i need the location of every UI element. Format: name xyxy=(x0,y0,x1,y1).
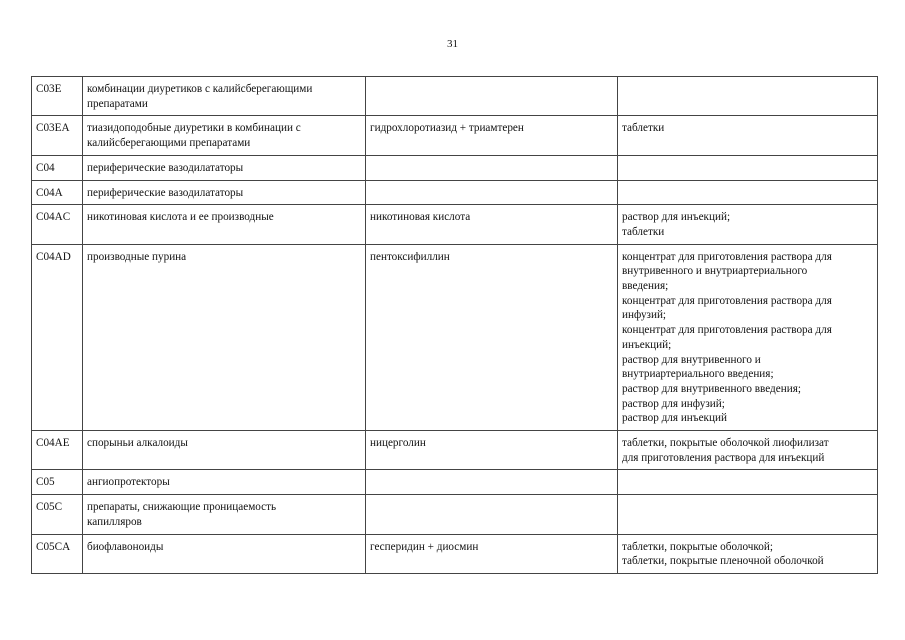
atc-group-name-cell-line: ангиопротекторы xyxy=(87,476,170,489)
atc-code-cell: C05CA xyxy=(32,534,83,573)
dosage-forms-cell-line: внутриартериального введения; xyxy=(622,368,774,381)
dosage-forms-cell-line: инъекций; xyxy=(622,338,672,351)
atc-code-cell: C03EA xyxy=(32,116,83,155)
atc-group-name-cell xyxy=(83,116,366,155)
active-substance-cell-line: ницерголин xyxy=(370,437,426,450)
atc-group-name-cell-line: препаратами xyxy=(87,97,148,110)
atc-group-name-cell-line: биофлавоноиды xyxy=(87,540,164,553)
table-row xyxy=(32,180,878,205)
dosage-forms-cell xyxy=(618,155,878,180)
atc-code-cell: C04AE xyxy=(32,431,83,470)
atc-group-name-cell xyxy=(83,431,366,470)
active-substance-cell-line: никотиновая кислота xyxy=(370,211,471,224)
atc-group-name-cell-line: периферические вазодилататоры xyxy=(87,186,244,199)
dosage-forms-cell-line: внутривенного и внутриартериального xyxy=(622,265,808,278)
atc-code-cell: C05 xyxy=(32,470,83,495)
atc-group-name-cell-line: тиазидоподобные диуретики в комбинации с xyxy=(87,122,301,135)
atc-group-name-cell-line: спорыньи алкалоиды xyxy=(87,437,188,450)
atc-group-name-cell-line: производные пурина xyxy=(87,250,187,263)
atc-group-name-cell-line: никотиновая кислота и ее производные xyxy=(87,211,274,224)
dosage-forms-cell-line: раствор для внутривенного и xyxy=(622,353,761,366)
atc-group-name-cell xyxy=(83,470,366,495)
atc-drug-table xyxy=(31,76,878,574)
active-substance-cell xyxy=(366,116,618,155)
atc-group-name-cell-line: периферические вазодилататоры xyxy=(87,161,244,174)
atc-group-name-cell-line: калийсберегающими препаратами xyxy=(87,137,251,150)
dosage-forms-cell-line: раствор для внутривенного введения; xyxy=(622,382,801,395)
dosage-forms-cell xyxy=(618,77,878,116)
active-substance-cell xyxy=(366,495,618,534)
dosage-forms-cell xyxy=(618,431,878,470)
table-row xyxy=(32,116,878,155)
table-row xyxy=(32,534,878,573)
table-row xyxy=(32,431,878,470)
atc-code-cell: C04A xyxy=(32,180,83,205)
dosage-forms-cell-line: концентрат для приготовления раствора для xyxy=(622,324,832,337)
dosage-forms-cell xyxy=(618,180,878,205)
active-substance-cell xyxy=(366,180,618,205)
atc-code-cell: C03E xyxy=(32,77,83,116)
active-substance-cell xyxy=(366,431,618,470)
dosage-forms-cell-line: таблетки, покрытые пленочной оболочкой xyxy=(622,555,824,568)
dosage-forms-cell xyxy=(618,470,878,495)
dosage-forms-cell-line: для приготовления раствора для инъекций xyxy=(622,451,825,464)
active-substance-cell-line: гидрохлоротиазид + триамтерен xyxy=(370,122,524,135)
dosage-forms-cell xyxy=(618,116,878,155)
dosage-forms-cell-line: введения; xyxy=(622,280,669,293)
dosage-forms-cell-line: таблетки, покрытые оболочкой; xyxy=(622,540,773,553)
table-row xyxy=(32,244,878,430)
dosage-forms-cell xyxy=(618,205,878,244)
dosage-forms-cell-line: таблетки xyxy=(622,225,665,238)
dosage-forms-cell-line: инфузий; xyxy=(622,309,667,322)
active-substance-cell xyxy=(366,155,618,180)
dosage-forms-cell-line: раствор для инъекций; xyxy=(622,211,731,224)
table-row xyxy=(32,470,878,495)
dosage-forms-cell-line: концентрат для приготовления раствора для xyxy=(622,250,832,263)
active-substance-cell xyxy=(366,470,618,495)
table-row xyxy=(32,155,878,180)
atc-code-cell: C04AD xyxy=(32,244,83,430)
atc-code-cell: C04AC xyxy=(32,205,83,244)
atc-code-cell: C05C xyxy=(32,495,83,534)
active-substance-cell xyxy=(366,77,618,116)
table-row xyxy=(32,495,878,534)
atc-code-cell: C04 xyxy=(32,155,83,180)
active-substance-cell xyxy=(366,205,618,244)
atc-group-name-cell-line: капилляров xyxy=(87,515,142,528)
active-substance-cell-line: пентоксифиллин xyxy=(370,250,450,263)
dosage-forms-cell-line: концентрат для приготовления раствора для xyxy=(622,294,832,307)
atc-group-name-cell xyxy=(83,77,366,116)
atc-group-name-cell xyxy=(83,205,366,244)
dosage-forms-cell-line: раствор для инъекций xyxy=(622,412,727,425)
atc-group-name-cell-line: препараты, снижающие проницаемость xyxy=(87,501,277,514)
dosage-forms-cell-line: раствор для инфузий; xyxy=(622,397,725,410)
table-row xyxy=(32,205,878,244)
dosage-forms-cell xyxy=(618,495,878,534)
atc-group-name-cell xyxy=(83,495,366,534)
dosage-forms-cell-line: таблетки xyxy=(622,122,665,135)
active-substance-cell xyxy=(366,244,618,430)
atc-group-name-cell xyxy=(83,534,366,573)
page-number: 31 xyxy=(447,38,458,50)
atc-group-name-cell xyxy=(83,180,366,205)
active-substance-cell-line: гесперидин + диосмин xyxy=(370,540,479,553)
dosage-forms-cell-line: таблетки, покрытые оболочкой лиофилизат xyxy=(622,437,829,450)
active-substance-cell xyxy=(366,534,618,573)
dosage-forms-cell xyxy=(618,244,878,430)
atc-group-name-cell xyxy=(83,155,366,180)
dosage-forms-cell xyxy=(618,534,878,573)
atc-group-name-cell xyxy=(83,244,366,430)
atc-group-name-cell-line: комбинации диуретиков с калийсберегающими xyxy=(87,83,313,95)
table-row xyxy=(32,77,878,116)
